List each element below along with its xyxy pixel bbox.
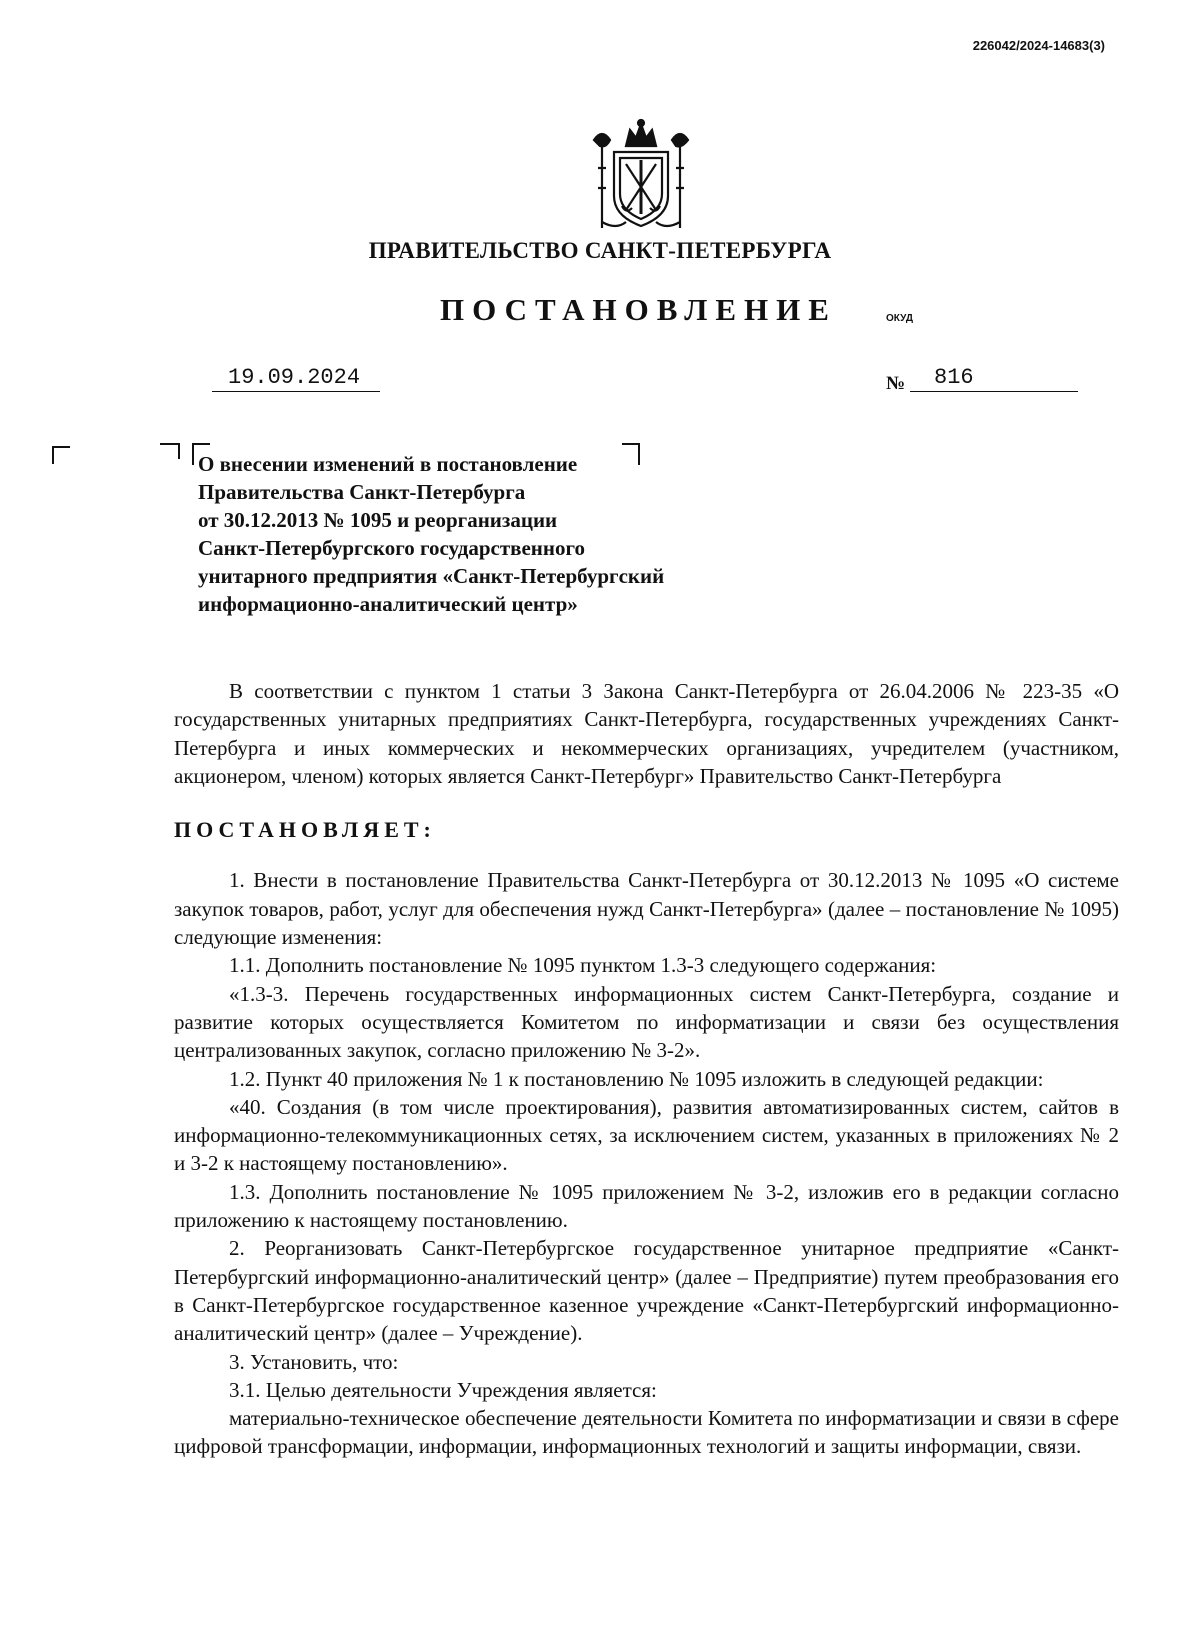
document-body <box>174 677 1119 1461</box>
paragraph: 1.1. Дополнить постановление № 1095 пунктом 1.3-3 следующего содержания: <box>229 953 937 978</box>
subject-line: от 30.12.2013 № 1095 и реорганизации <box>198 508 558 532</box>
paragraph: 3. Установить, что: <box>229 1349 399 1374</box>
okud-label: ОКУД <box>886 313 913 324</box>
decree-subject <box>198 450 758 618</box>
subject-line: Правительства Санкт-Петербурга <box>198 480 526 504</box>
document-id: 226042/2024-14683(3) <box>972 38 1105 53</box>
subject-line: Санкт-Петербургского государственного <box>198 536 586 560</box>
decree-type-title: ПОСТАНОВЛЕНИЕ <box>440 292 837 327</box>
government-title: ПРАВИТЕЛЬСТВО САНКТ-ПЕТЕРБУРГА <box>368 238 832 263</box>
preamble: В соответствии с пунктом 1 статьи 3 Закона Санкт-Петербурга от 26.04.2006 № 223-35 «О государственных унитарных предприятиях Санкт-Петербурга, государственных учреждениях Санкт-Петербурга и иных коммерческих и некоммерческих организациях, учредителем (участником, акционером, членом) которых является Санкт-Петербург» Правительство Санкт-Петербурга <box>174 679 1119 788</box>
paragraph: материально-техническое обеспечение деятельности Комитета по информатизации и связи в сфере цифровой трансформации, информации, информационных технологий и защиты информации, связи. <box>174 1406 1119 1459</box>
corner-mark <box>52 446 70 464</box>
paragraph: 1. Внести в постановление Правительства Санкт-Петербурга от 30.12.2013 № 1095 «О системе закупок товаров, работ, услуг для обеспечения нужд Санкт-Петербурга» (далее – постановление № 1095) следующие изменения: <box>174 868 1119 950</box>
subject-line: информационно-аналитический центр» <box>198 592 578 616</box>
corner-mark <box>160 443 180 459</box>
decree-number: 816 <box>910 365 1078 392</box>
subject-line: унитарного предприятия «Санкт-Петербургский <box>198 564 665 588</box>
decree-word: ПОСТАНОВЛЯЕТ: <box>174 817 436 843</box>
decree-date: 19.09.2024 <box>212 365 380 392</box>
number-label: № <box>886 373 906 394</box>
st-petersburg-coat-of-arms-icon <box>586 118 696 233</box>
paragraph: 1.3. Дополнить постановление № 1095 приложением № 3-2, изложив его в редакции согласно приложению к настоящему постановлению. <box>174 1179 1119 1233</box>
paragraph: 3.1. Целью деятельности Учреждения является: <box>229 1377 657 1402</box>
paragraph: «40. Создания (в том числе проектирования), развития автоматизированных систем, сайтов в информационно-телекоммуникационных сетях, за исключением систем, указанных в приложениях № 2 и 3-2 к настоящему постановлению». <box>174 1094 1119 1176</box>
paragraph: 2. Реорганизовать Санкт-Петербургское государственное унитарное предприятие «Санкт-Петербургский информационно-аналитический центр» (далее – Предприятие) путем преобразования его в Санкт-Петербургское государственное казенное учреждение «Санкт-Петербургский информационно-аналитический центр» (далее – Учреждение). <box>174 1236 1119 1346</box>
paragraph: 1.2. Пункт 40 приложения № 1 к постановлению № 1095 изложить в следующей редакции: <box>229 1066 1044 1091</box>
subject-line: О внесении изменений в постановление <box>198 452 578 476</box>
paragraph: «1.3-3. Перечень государственных информационных систем Санкт-Петербурга, создание и развитие которых осуществляется Комитетом по информатизации и связи без осуществления централизованных закупок, согласно приложению № 3-2». <box>174 981 1119 1063</box>
